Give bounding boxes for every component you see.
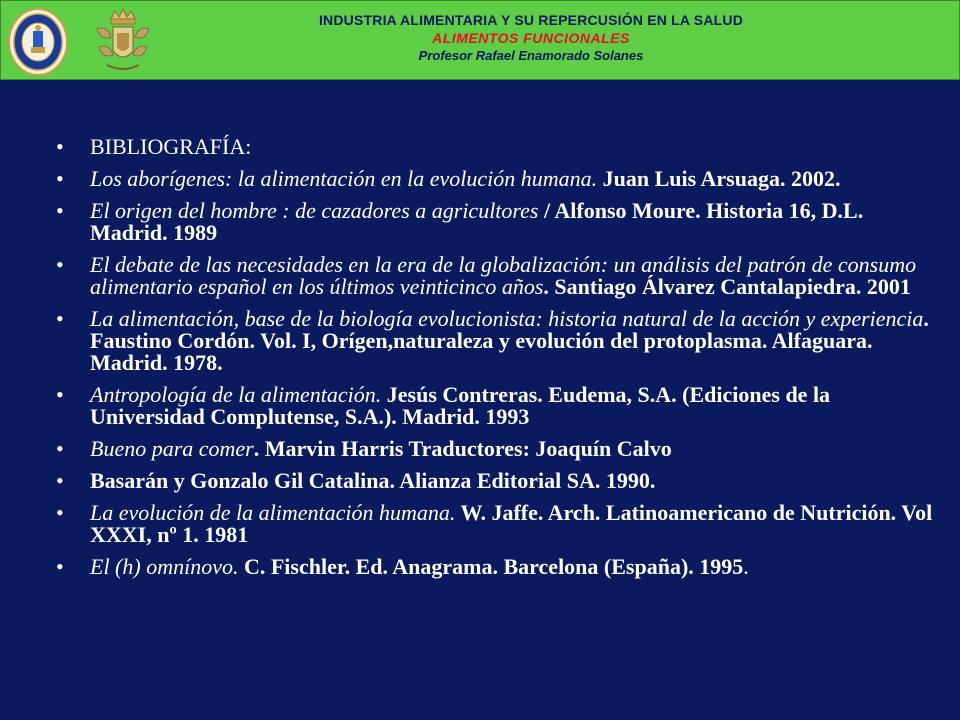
reference-title: El debate de las necesidades en la era de la globalización: un análisis del patrón de consumo alimentario español en los últimos veinticinco años bbox=[90, 252, 917, 299]
bullet-icon: • bbox=[56, 134, 64, 159]
bibliography-content bbox=[56, 136, 936, 588]
bullet-icon: • bbox=[56, 198, 64, 223]
list-item bbox=[56, 168, 936, 190]
list-item bbox=[56, 502, 936, 546]
reference-title: Los aborígenes: la alimentación en la evolución humana. bbox=[90, 166, 598, 191]
header-text bbox=[201, 11, 861, 65]
crown-crest-icon bbox=[87, 7, 159, 77]
slide-header bbox=[0, 0, 960, 80]
bibliography-list bbox=[56, 136, 936, 578]
bibliography-heading: BIBLIOGRAFÍA: bbox=[90, 134, 252, 159]
reference-title: La evolución de la alimentación humana. bbox=[90, 500, 456, 525]
bullet-icon: • bbox=[56, 500, 64, 525]
reference-title: Bueno para comer bbox=[90, 436, 254, 461]
bullet-icon: • bbox=[56, 468, 64, 493]
list-item bbox=[56, 384, 936, 428]
reference-details: / Alfonso Moure. Historia 16, D.L. Madrid. 1989 bbox=[90, 198, 864, 245]
reference-title: El (h) omnínovo. bbox=[90, 554, 239, 579]
list-item bbox=[56, 254, 936, 298]
reference-details: Juan Luis Arsuaga. 2002. bbox=[597, 166, 841, 191]
reference-details: Basarán y Gonzalo Gil Catalina. Alianza Editorial SA. 1990. bbox=[90, 468, 656, 493]
reference-title: La alimentación, base de la biología evolucionista: historia natural de la acción y experiencia bbox=[90, 306, 924, 331]
bullet-icon: • bbox=[56, 382, 64, 407]
reference-details: . Faustino Cordón. Vol. I, Orígen,naturaleza y evolución del protoplasma. Alfaguara. Madrid. 1978. bbox=[90, 306, 929, 375]
list-item bbox=[56, 200, 936, 244]
reference-details: C. Fischler. Ed. Anagrama. Barcelona (España). 1995 bbox=[238, 554, 744, 579]
list-item bbox=[56, 136, 936, 158]
reference-details: W. Jaffe. Arch. Latinoamericano de Nutrición. Vol XXXI, nº 1. 1981 bbox=[90, 500, 933, 547]
list-item bbox=[56, 556, 936, 578]
topic-title: ALIMENTOS FUNCIONALES bbox=[432, 30, 630, 46]
reference-details: . Marvin Harris Traductores: Joaquín Calvo bbox=[253, 436, 672, 461]
bullet-icon: • bbox=[56, 554, 64, 579]
university-seal-icon bbox=[7, 7, 69, 77]
professor-name: Profesor Rafael Enamorado Solanes bbox=[418, 48, 644, 63]
list-item bbox=[56, 438, 936, 460]
reference-details: . Santiago Álvarez Cantalapiedra. 2001 bbox=[543, 274, 911, 299]
reference-details: Jesús Contreras. Eudema, S.A. (Ediciones de la Universidad Complutense, S.A.). Madrid. 1993 bbox=[90, 382, 831, 429]
list-item bbox=[56, 308, 936, 374]
reference-tail: . bbox=[743, 554, 749, 579]
bullet-icon: • bbox=[56, 252, 64, 277]
list-item bbox=[56, 470, 936, 492]
bullet-icon: • bbox=[56, 166, 64, 191]
bullet-icon: • bbox=[56, 306, 64, 331]
course-title: INDUSTRIA ALIMENTARIA Y SU REPERCUSIÓN EN LA SALUD bbox=[318, 12, 744, 28]
reference-title: El origen del hombre : de cazadores a agricultores bbox=[90, 198, 539, 223]
reference-title: Antropología de la alimentación. bbox=[90, 382, 382, 407]
bullet-icon: • bbox=[56, 436, 64, 461]
